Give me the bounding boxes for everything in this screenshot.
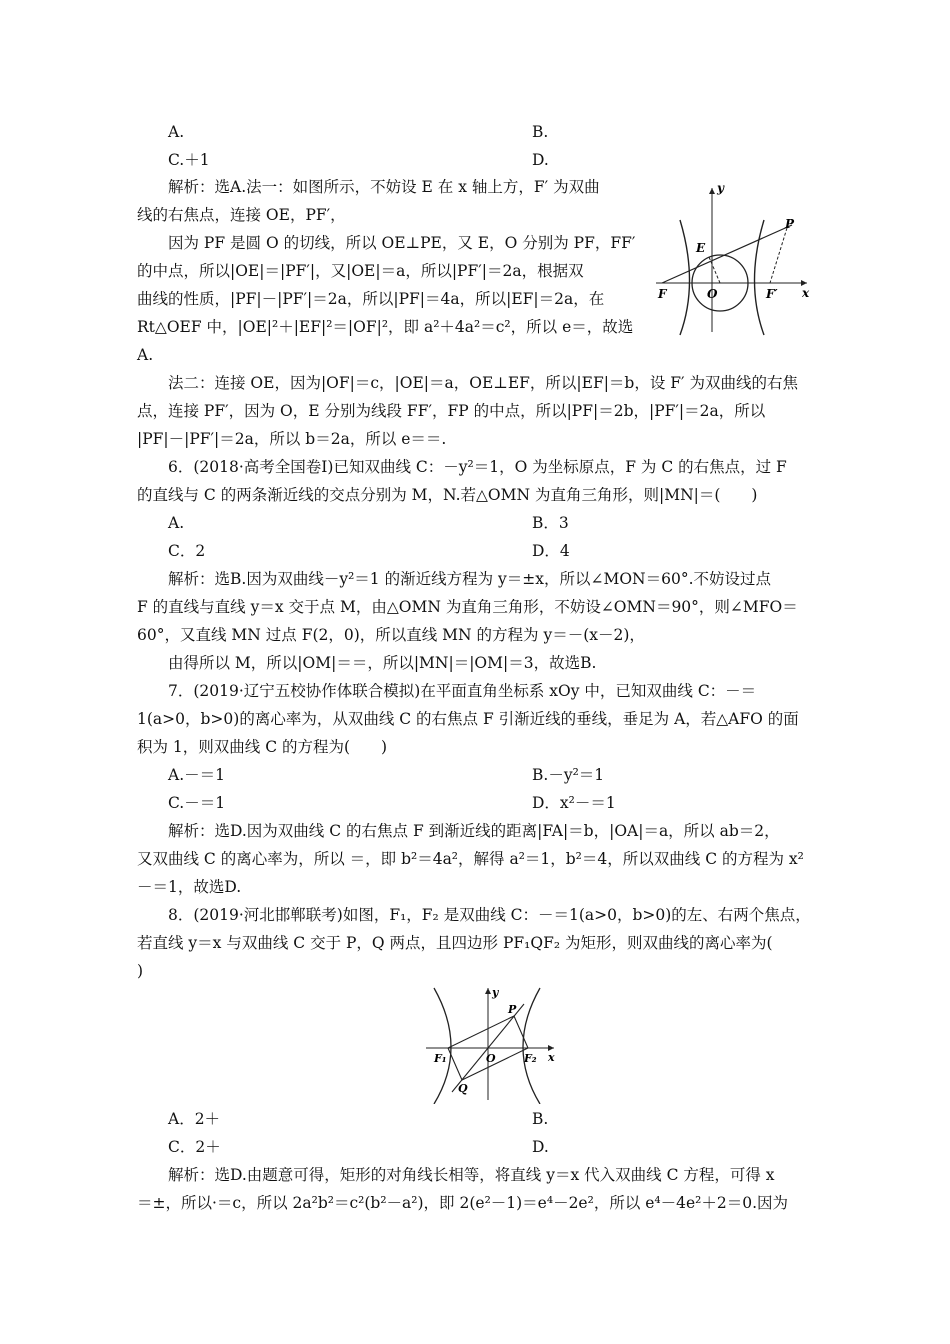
- question-8-line: 若直线 y＝x 与双曲线 C 交于 P，Q 两点，且四边形 PF₁QF₂ 为矩形，则双曲线的离心率为(: [137, 934, 773, 952]
- option-a: A．2＋: [168, 1110, 221, 1128]
- solution-line: 60°，又直线 MN 过点 F(2，0)，所以直线 MN 的方程为 y＝－(x－2)，: [137, 626, 645, 644]
- option-c: C．2＋: [168, 1138, 221, 1156]
- solution-line: 法二：连接 OE，因为|OF|＝c，|OE|＝a，OE⊥EF，所以|EF|＝b，设 F′ 为双曲线的右焦: [168, 374, 798, 392]
- solution-line: 解析：选D.由题意可得，矩形的对角线长相等，将直线 y＝x 代入双曲线 C 方程，可得 x: [168, 1166, 775, 1184]
- option-b: B.: [532, 123, 549, 141]
- point-p-label: P: [785, 217, 795, 231]
- question-7-line: 1(a>0，b>0)的离心率为，从双曲线 C 的右焦点 F 引渐近线的垂线，垂足为 A，若△AFO 的面: [137, 710, 799, 728]
- solution-line: A.: [137, 346, 154, 364]
- point-q-label: Q: [458, 1082, 468, 1095]
- point-o-label: O: [486, 1052, 496, 1065]
- axis-y-label: y: [492, 986, 499, 999]
- solution-line: 由得所以 M，所以|OM|＝＝，所以|MN|＝|OM|＝3，故选B.: [168, 654, 597, 672]
- option-c: C.－＝1: [168, 794, 226, 812]
- axis-y-label: y: [717, 181, 724, 195]
- solution-line: ＝±，所以·＝c，所以 2a²b²＝c²(b²－a²)，即 2(e²－1)＝e⁴－2e²，所以 e⁴－4e²＋2＝0.因为: [137, 1194, 789, 1212]
- option-d: D．x²－＝1: [532, 794, 616, 812]
- option-b: B.: [532, 1110, 549, 1128]
- question-7-line: 积为 1，则双曲线 C 的方程为( ): [137, 738, 388, 756]
- solution-line: 曲线的性质，|PF|－|PF′|＝2a，所以|PF|＝4a，所以|EF|＝2a，在: [137, 290, 605, 308]
- axis-x-label: x: [802, 286, 810, 300]
- option-d: D.: [532, 1138, 549, 1156]
- hyperbola-rectangle-figure: [422, 982, 572, 1104]
- solution-line: 点，连接 PF′，因为 O，E 分别为线段 FF′，FP 的中点，所以|PF|＝2b，|PF′|＝2a，所以: [137, 402, 766, 420]
- question-6-line: 的直线与 C 的两条渐近线的交点分别为 M，N.若△OMN 为直角三角形，则|MN|＝( ): [137, 486, 758, 504]
- solution-line: Rt△OEF 中，|OE|²＋|EF|²＝|OF|²，即 a²＋4a²＝c²，所以 e＝，故选: [137, 318, 634, 336]
- option-c: C．2: [168, 542, 206, 560]
- solution-line: 解析：选D.因为双曲线 C 的右焦点 F 到渐近线的距离|FA|＝b，|OA|＝a，所以 ab＝2，: [168, 822, 780, 840]
- option-b: B.－y²＝1: [532, 766, 605, 784]
- point-p-label: P: [508, 1003, 517, 1016]
- solution-line: F 的直线与直线 y＝x 交于点 M，由△OMN 为直角三角形，不妨设∠OMN＝90°，则∠MFO＝: [137, 598, 798, 616]
- axis-x-label: x: [548, 1051, 555, 1064]
- option-a: A.: [168, 514, 185, 532]
- point-f1-label: F₁: [434, 1052, 447, 1065]
- solution-line: 解析：选A.法一：如图所示，不妨设 E 在 x 轴上方，F′ 为双曲: [168, 178, 600, 196]
- option-a: A.: [168, 123, 185, 141]
- question-7-line: 7．(2019·辽宁五校协作体联合模拟)在平面直角坐标系 xOy 中，已知双曲线 C：－＝: [168, 682, 757, 700]
- solution-line: 的中点，所以|OE|＝|PF′|，又|OE|＝a，所以|PF′|＝2a，根据双: [137, 262, 584, 280]
- option-c: C.＋1: [168, 151, 210, 169]
- option-d: D．4: [532, 542, 570, 560]
- point-e-label: E: [696, 241, 706, 255]
- point-fprime-label: F′: [766, 287, 778, 301]
- option-b: B．3: [532, 514, 569, 532]
- hyperbola-circle-figure: [652, 180, 817, 338]
- point-o-label: O: [707, 287, 718, 301]
- option-d: D.: [532, 151, 549, 169]
- solution-line: －＝1，故选D.: [137, 878, 242, 896]
- solution-line: 因为 PF 是圆 O 的切线，所以 OE⊥PE，又 E，O 分别为 PF，FF′: [168, 234, 636, 252]
- point-f2-label: F₂: [524, 1052, 537, 1065]
- option-a: A.－＝1: [168, 766, 225, 784]
- point-f-label: F: [658, 287, 667, 301]
- solution-line: 线的右焦点，连接 OE，PF′，: [137, 206, 346, 224]
- question-8-line: 8．(2019·河北邯郸联考)如图，F₁，F₂ 是双曲线 C：－＝1(a>0，b>0)的左、右两个焦点，: [168, 906, 811, 924]
- solution-line: 解析：选B.因为双曲线－y²＝1 的渐近线方程为 y＝±x，所以∠MON＝60°.不妨设过点: [168, 570, 772, 588]
- question-6-line: 6．(2018·高考全国卷Ⅰ)已知双曲线 C：－y²＝1，O 为坐标原点，F 为 C 的右焦点，过 F: [168, 458, 787, 476]
- solution-line: |PF|－|PF′|＝2a，所以 b＝2a，所以 e＝＝.: [137, 430, 447, 448]
- solution-line: 又双曲线 C 的离心率为，所以 ＝，即 b²＝4a²，解得 a²＝1，b²＝4，所以双曲线 C 的方程为 x²: [137, 850, 804, 868]
- question-8-line: ): [137, 962, 144, 980]
